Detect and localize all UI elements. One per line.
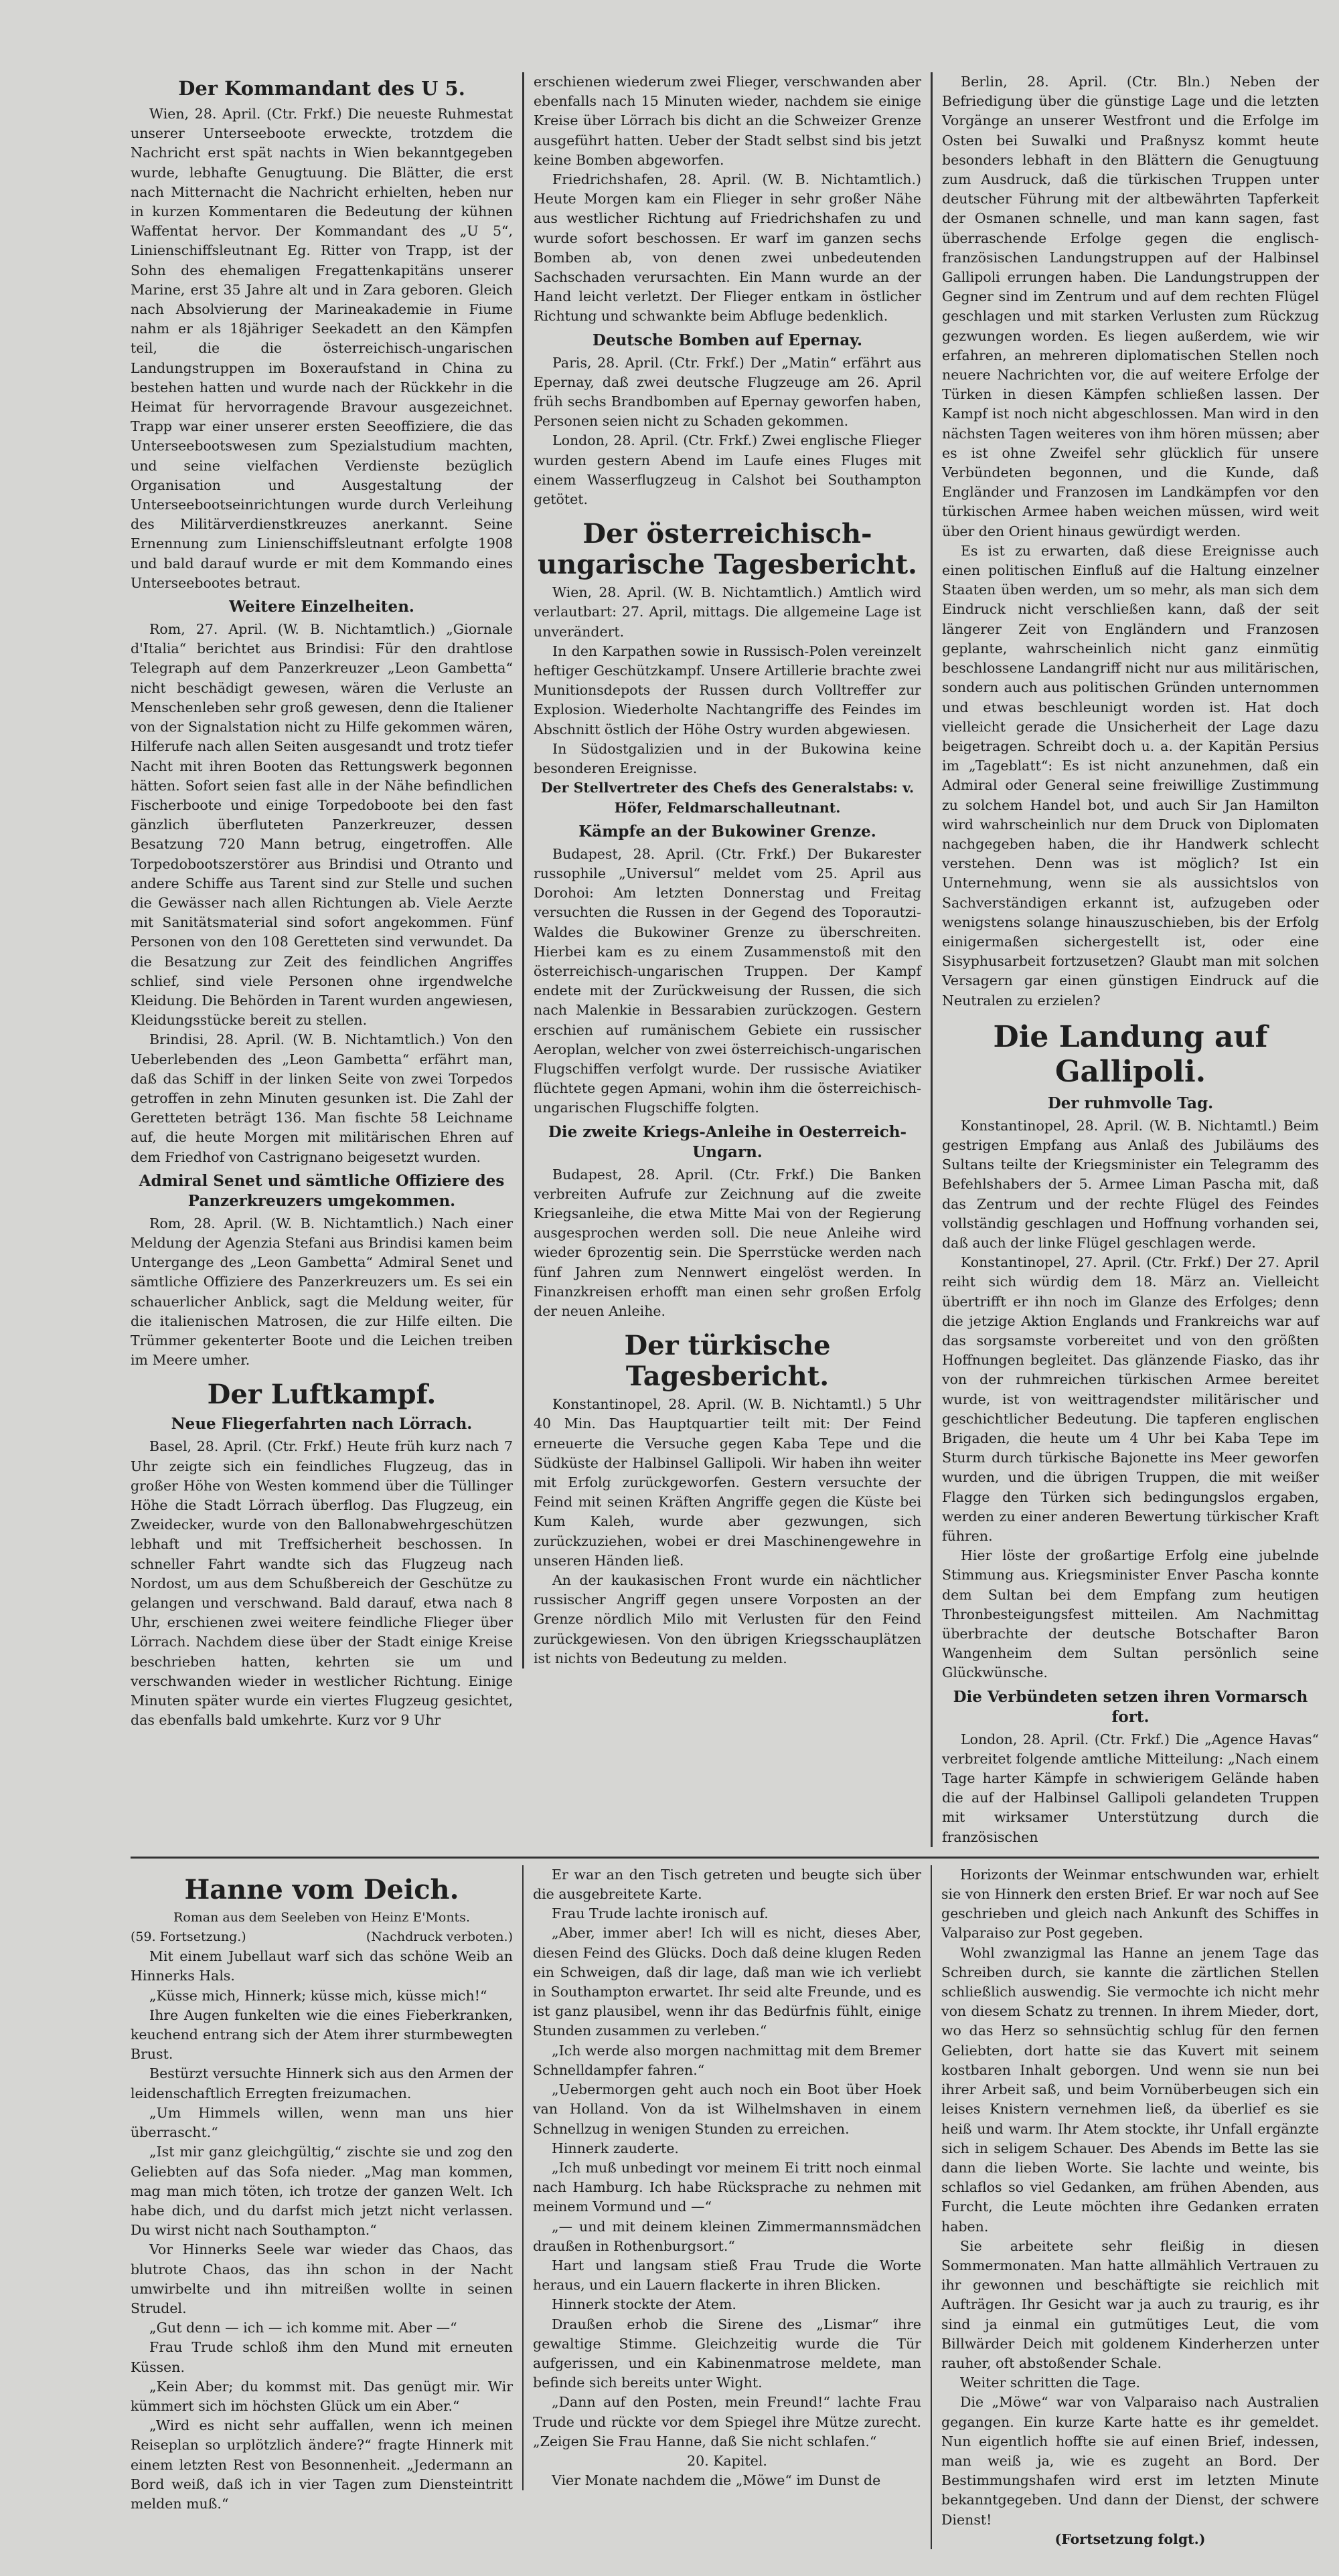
feuilleton-column-2 — [522, 1865, 931, 2491]
serial-note: (59. Fortsetzung.) — [131, 1929, 246, 1945]
main-headline: Die Landung auf Gallipoli. — [993, 1019, 1268, 1089]
top-column-3 — [931, 72, 1319, 1847]
serial-note: (Nachdruck verboten.) — [366, 1929, 513, 1945]
paragraph: London, 28. April. (Ctr. Frkf.) Die „Agence Havas“ verbreitet folgende amtliche Mitteilung: „Nach einem Tage harter Kämpfe in schwierigem Gelände haben die auf der Halbinsel Gallipoli gelandeten Truppen mit wirksamer Unterstützung durch die französischen — [942, 1731, 1319, 1845]
paragraph: „Ist mir ganz gleichgültig,“ zischte sie und zog den Geliebten auf das Sofa nieder. „Mag man kommen, mag man mich töten, ich trotze der ganzen Welt. Ich habe dich, und du darfst mich jetzt nicht verlassen. Du wirst nicht nach Southampton.“ — [131, 2144, 513, 2239]
chapter-heading: 20. Kapitel. — [687, 2452, 767, 2469]
paragraph: Weiter schritten die Tage. — [960, 2375, 1141, 2391]
section-headline: Der Luftkampf. — [207, 1379, 437, 1411]
news-section — [131, 72, 1319, 1847]
paragraph: Berlin, 28. April. (Ctr. Bln.) Neben der Befriedigung über die günstige Lage und die letzten Vorgänge an unserer Westfront und die Erfolge im Osten bei Suwalki und Praßnysz kommt heute besonders lebhaft in den Blättern die Genugtuung zum Ausdruck, daß die türkischen Truppen unter deutscher Führung mit der altbewährten Tapferkeit der Osmanen schnelle, und man kann sagen, fast überraschende Erfolge gegen die englisch-französischen Landungstruppen auf der Halbinsel Gallipoli errungen haben. Die Landungstruppen der Gegner sind im Zentrum und auf dem rechten Flügel geschlagen und mit starken Verlusten zum Rückzug gezwungen worden. Es liegen außerdem, wie wir erfahren, an mehreren diplomatischen Stellen noch neuere Nachrichten vor, die auf weitere Erfolge der Türken in diesen Kämpfen schließen lassen. Der Kampf ist noch nicht abgeschlossen. Man wird in den nächsten Tagen weiteres von ihm hören müssen; aber es ist ohne Zweifel sehr glücklich für unsere Verbündeten begonnen, und die Kunde, daß Engländer und Franzosen im Landkämpfen vor den türkischen Armee haben weichen müssen, wird weit über den Orient hinaus gewürdigt werden. — [942, 74, 1319, 539]
signature-line: Der Stellvertreter des Chefs des Generalstabs: v. Höfer, Feldmarschalleutnant. — [540, 780, 915, 816]
paragraph: Wohl zwanzigmal las Hanne an jenem Tage das Schreiben durch, sie kannte die zärtlichen Stellen schließlich auswendig. Sie vermochte ich nicht mehr von diesem Schatz zu trennen. In ihrem Mieder, dort, wo das Herz so sehnsüchtig schlug für den fernen Geliebten, dort hatte sie das Kuvert mit seinem kostbaren Inhalt geborgen. Und wenn sie nun bei ihrer Arbeit saß, und beim Vornüberbeugen sich ein leises Knistern vernehmen ließ, da überlief es sie heiß und warm. Ihr Atem stockte, ihr Unfall ergänzte sich in seligem Schauer. Des Abends im Bette las sie dann die lieben Worte. Sie lachte und weinte, bis schlaflos so viel Gedanken, am frühen Abenden, aus Furcht, die Leute möchten ihre Gedanken erraten haben. — [941, 1944, 1319, 2235]
paragraph: In den Karpathen sowie in Russisch-Polen vereinzelt heftiger Geschützkampf. Unsere Artillerie brachte zwei Munitionsdepots der Russen durch Volltreffer zur Explosion. Wiederholte Nachtangriffe des Feindes im Abschnitt östlich der Höhe Ostry wurden abgewiesen. — [534, 642, 921, 738]
paragraph: Hinnerk zauderte. — [552, 2140, 679, 2156]
paragraph: Es ist zu erwarten, daß diese Ereignisse auch einen politischen Einfluß auf die Haltung einzelner Staaten üben werden, um so mehr, als man sich dem Eindruck nicht verschließen kann, daß der seit längerer Zeit von Engländern und Franzosen geplante, wahrscheinlich nicht ganz einmütig beschlossene Landangriff nicht nur aus militärischen, sondern auch aus politischen Gründen unternommen und etwas beschleunigt worden ist. Hat doch vielleicht gerade die Unsicherheit der Lage dazu beigetragen. Schreibt doch u. a. der Kapitän Persius im „Tageblatt“: Es ist nicht anzunehmen, daß ein Admiral oder General seine freiwillige Zustimmung zu solchem Handel bot, und auch Sir Jan Hamilton wird wahrscheinlich nur dem Druck von Diplomaten nachgegeben haben, die ihr Handwerk schlecht verstehen. Denn was ist möglich? Ist ein Unternehmung, wenn sie als aussichtslos von Sachverständigen erkannt ist, aufzugeben oder wenigstens solange hinauszuschieben, bis der Erfolg einigermaßen sichergestellt ist, oder eine Sisyphusarbeit fortzusetzen? Glaubt man mit solchen Versagern gar einen günstigen Eindruck auf die Neutralen zu erzielen? — [942, 542, 1319, 1009]
paragraph: In Südostgalizien und in der Bukowina keine besonderen Ereignisse. — [534, 740, 921, 777]
section-headline: Hanne vom Deich. — [184, 1873, 459, 1905]
paragraph: Budapest, 28. April. (Ctr. Frkf.) Der Bukarester russophile „Universul“ meldet vom 25. April aus Dorohoi: Am letzten Donnerstag und Freitag versuchten die Russen in der Gegend des Toporautzi-Waldes die Bukowiner Grenze zu überschreiten. Hierbei kam es zu einem Zusammenstoß mit den österreichisch-ungarischen Truppen. Der Kampf endete mit der Zurückweisung der Russen, die sich nach Malenkie in Bessarabien zurückzogen. Gestern erschien auf rumänischem Gebiete ein russischer Aeroplan, welcher von zwei österreichisch-ungarischen Flugschiffen verfolgt wurde. Der russische Aviatiker flüchtete gegen Apmani, wohin ihm die österreichisch-ungarischen Flugschiffe folgten. — [534, 845, 921, 1116]
paragraph: Mit einem Jubellaut warf sich das schöne Weib an Hinnerks Hals. — [131, 1948, 513, 1984]
paragraph: Wien, 28. April. (Ctr. Frkf.) Die neueste Ruhmestat unserer Unterseeboote erweckte, trotzdem die Nachricht erst spät nachts in Wien bekanntgegeben wurde, lebhafte Genugtuung. Die Blätter, die erst nach Mitternacht die Nachricht erhielten, heben nur in kurzen Kommentaren die Bedeutung der kühnen Waffentat hervor. Der Kommandant des „U 5“, Linienschiffsleutnant Eg. Ritter von Trapp, ist der Sohn des ehemaligen Fregattenkapitäns unserer Marine, erst 35 Jahre alt und in Zara geboren. Gleich nach Absolvierung der Marineakademie in Fiume nahm er als 18jähriger Seekadett an den Kämpfen teil, die die österreichisch-ungarischen Landungstruppen im Boxeraufstand in China zu bestehen hatten und wurde nach der Rückkehr in die Heimat für hervorragende Bravour ausgezeichnet. Trapp war einer unserer ersten Seeoffiziere, die das Unterseebootswesen zum Spezialstudium machten, und seine vielfachen Verdienste bezüglich Organisation und Ausgestaltung der Unterseebootseinrichtungen wurde durch Verleihung des Militärverdienstkreuzes anerkannt. Seine Ernennung zum Linienschiffsleutnant erfolgte 1908 und bald darauf wurde er mit dem Kommando eines Unterseebootes betraut. — [131, 106, 513, 591]
paragraph: Budapest, 28. April. (Ctr. Frkf.) Die Banken verbreiten Aufrufe zur Zeichnung auf die zweite Kriegsanleihe, die etwa Mitte Mai von der Regierung ausgesprochen werden soll. Die neue Anleihe wird wieder 6prozentig sein. Die Sperrstücke werden nach fünf Jahren zum Nennwert eingelöst werden. In Finanzkreisen erhofft man einen sehr großen Erfolg der neuen Anleihe. — [534, 1166, 921, 1319]
paragraph: „— und mit deinem kleinen Zimmermannsmädchen draußen in Rothenburgsort.“ — [533, 2218, 921, 2254]
paragraph: Hart und langsam stieß Frau Trude die Worte heraus, und ein Lauern flackerte in ihren Blicken. — [533, 2257, 921, 2294]
top-column-1 — [131, 72, 522, 1730]
paragraph: An der kaukasischen Front wurde ein nächtlicher russischer Angriff gegen unsere Vorposten an der Grenze nördlich Milo mit Verlusten für den Feind zurückgewiesen. Von den übrigen Kriegsschauplätzen ist nichts von Bedeutung zu melden. — [534, 1572, 921, 1666]
feuilleton-divider — [131, 1857, 1319, 1859]
subheadline: Die Verbündeten setzen ihren Vormarsch fort. — [953, 1687, 1308, 1726]
subheadline: Die zweite Kriegs-Anleihe in Oesterreich-Ungarn. — [548, 1122, 907, 1161]
paragraph: Frau Trude schloß ihm den Mund mit erneuten Küssen. — [131, 2339, 513, 2375]
paragraph: Horizonts der Weinmar entschwunden war, erhielt sie von Hinnerk den ersten Brief. Er war noch auf See geschrieben und gleich nach Ankunft des Schiffes in Valparaiso zur Post gegeben. — [941, 1866, 1319, 1942]
signature-line: (Fortsetzung folgt.) — [1054, 2530, 1206, 2547]
paragraph: Draußen erhob die Sirene des „Lismar“ ihre gewaltige Stimme. Gleichzeitig wurde die Tür aufgerissen, und ein Kabinenmatrose meldete, man befinde sich bereits unter Wight. — [533, 2316, 921, 2391]
paragraph: Vor Hinnerks Seele war wieder das Chaos, das blutrote Chaos, das ihn schon in der Nacht umwirbelte und ihn mitreißen wollte in seinen Strudel. — [131, 2241, 513, 2316]
subheadline: Weitere Einzelheiten. — [229, 598, 414, 616]
paragraph: „Ich muß unbedingt vor meinem Ei tritt noch einmal nach Hamburg. Ich habe Rücksprache zu nehmen mit meinem Vormund und —“ — [533, 2159, 921, 2215]
paragraph: „Küsse mich, Hinnerk; küsse mich, küsse mich!“ — [149, 1987, 487, 2004]
paragraph: Er war an den Tisch getreten und beugte sich über die ausgebreitete Karte. — [533, 1866, 921, 1903]
feuilleton-section — [131, 1865, 1319, 2549]
novel-subtitle: Roman aus dem Seeleben von Heinz E'Monts. — [173, 1909, 470, 1925]
paragraph: „Um Himmels willen, wenn man uns hier überrascht.“ — [131, 2104, 513, 2141]
paragraph: Paris, 28. April. (Ctr. Frkf.) Der „Matin“ erfährt aus Epernay, daß zwei deutsche Flugzeuge am 26. April früh sechs Brandbomben auf Epernay geworfen haben, Personen seien nicht zu Schaden gekommen. — [534, 354, 921, 430]
serial-meta — [131, 1927, 513, 1947]
paragraph: Rom, 27. April. (W. B. Nichtamtlich.) „Giornale d'Italia“ berichtet aus Brindisi: Für den drahtlose Telegraph auf dem Panzerkreuzer „Leon Gambetta“ nicht beschädigt gewesen, wären die Verluste an Menschenleben sehr groß gewesen, denn die Italiener von der Signalstation nicht zu Hilfe gekommen wären, Hilferufe nach allen Seiten ausgesandt und trotz tiefer Nacht mit ihren Booten das Rettungswerk begonnen hätten. Sofort seien fast alle in der Nähe befindlichen Fischerboote und einige Torpedoboote bei den fast gänzlich überfluteten Panzerkreuzer, dessen Besatzung 720 Mann betrug, eingetroffen. Alle Torpedobootszerstörer aus Brindisi und Otranto und andere Schiffe aus Tarent sind zur Stelle und suchen die Gewässer nach allen Richtungen ab. Viele Aerzte mit Sanitätsmaterial sind sofort angekommen. Fünf Personen von den 108 Geretteten sind verwundet. Da die Besatzung zur Zeit des feindlichen Angriffes schlief, sind viele Personen ohne irgendwelche Kleidung. Die Behörden in Tarent wurden angewiesen, Kleidungsstücke bereit zu stellen. — [131, 621, 513, 1029]
paragraph: „Uebermorgen geht auch noch ein Boot über Hoek van Holland. Von da ist Wilhelmshaven in einem Schnellzug in wenigen Stunden zu erreichen. — [533, 2081, 921, 2137]
paragraph: Konstantinopel, 28. April. (W. B. Nichtamtl.) 5 Uhr 40 Min. Das Hauptquartier teilt mit: Der Feind erneuerte die Versuche gegen Kaba Tepe und die Südküste der Halbinsel Gallipoli. Wir haben ihn weiter mit Erfolg zurückgeworfen. Gestern versuchte der Feind mit seinen Kräften Angriffe gegen die Küste bei Kum Kaleh, wurde aber gezwungen, sich zurückzuziehen, wobei er drei Maschinengewehre in unseren Händen ließ. — [534, 1396, 921, 1569]
paragraph: Ihre Augen funkelten wie die eines Fieberkranken, keuchend entrang sich der Atem ihrer sturmbewegten Brust. — [131, 2006, 513, 2063]
top-column-2 — [522, 72, 931, 1668]
paragraph: „Dann auf den Posten, mein Freund!“ lachte Frau Trude und rückte vor dem Spiegel ihre Mütze zurecht. „Zeigen Sie Frau Hanne, daß Sie nicht schlafen.“ — [533, 2394, 921, 2450]
paragraph: Bestürzt versuchte Hinnerk sich aus den Armen der leidenschaftlich Erregten freizumachen. — [131, 2065, 513, 2101]
subheadline: Deutsche Bomben auf Epernay. — [592, 331, 863, 349]
paragraph: Konstantinopel, 27. April. (Ctr. Frkf.) Der 27. April reiht sich würdig dem 18. März an. Vielleicht übertrifft er ihn noch im Glanze des Erfolges; denn die jetzige Aktion Englands und Frankreichs war auf das sorgsamste vorbereitet und von den größten Hoffnungen begleitet. Das glänzende Fiasko, das ihr von der ruhmreichen türkischen Armee bereitet wurde, ist von weittragendster militärischer und geschichtlicher Bedeutung. Die tapferen englischen Brigaden, die heute um 4 Uhr bei Kaba Tepe im Sturm durch türkische Bajonette ins Meer geworfen wurden, und die übrigen Truppen, die mit weißer Flagge den Türken sich bedingungslos ergaben, werden zu einer anderen Bewertung türkischer Kraft führen. — [942, 1254, 1319, 1545]
section-headline: Der österreichisch-ungarische Tagesbericht. — [538, 518, 917, 581]
subheadline: Neue Fliegerfahrten nach Lörrach. — [171, 1415, 473, 1434]
paragraph: Friedrichshafen, 28. April. (W. B. Nichtamtlich.) Heute Morgen kam ein Flieger in sehr großer Nähe aus westlicher Richtung auf Friedrichshafen zu und wurde sofort beschossen. Er warf im ganzen sechs Bomben ab, von denen zwei unbedeutenden Sachschaden verursachten. Ein Mann wurde an der Hand leicht verletzt. Der Flieger entkam in östlicher Richtung und schwankte beim Abfluge bedenklich. — [534, 171, 921, 325]
subheadline: Der ruhmvolle Tag. — [1047, 1094, 1214, 1112]
paragraph: „Aber, immer aber! Ich will es nicht, dieses Aber, diesen Feind des Glücks. Doch daß deine klugen Reden ein Schweigen, daß dir lage, daß man wie ich verliebt in Southampton erwartet. Ihr seid alte Freunde, und es ist ganz plausibel, wenn ihr das Bedürfnis fühlt, einige Stunden zusammen zu verleben.“ — [533, 1925, 921, 2039]
paragraph: „Kein Aber; du kommst mit. Das genügt mir. Wir kümmert sich im höchsten Glück um ein Aber.“ — [131, 2378, 513, 2414]
paragraph: Brindisi, 28. April. (W. B. Nichtamtlich.) Von den Ueberlebenden des „Leon Gambetta“ erfährt man, daß das Schiff in der linken Seite von zwei Torpedos getroffen in zehn Minuten gesunken ist. Die Zahl der Geretteten beträgt 136. Man fischte 58 Leichname auf, die heute Morgen mit militärischen Ehren auf dem Friedhof von Castrignano beigesetzt wurden. — [131, 1031, 513, 1165]
feuilleton-column-1 — [131, 1865, 522, 2514]
paragraph: „Gut denn — ich — ich komme mit. Aber —“ — [149, 2320, 457, 2336]
paragraph: Frau Trude lachte ironisch auf. — [552, 1905, 769, 1922]
paragraph: Konstantinopel, 28. April. (W. B. Nichtamtl.) Beim gestrigen Empfang aus Anlaß des Jubiläums des Sultans teilte der Kriegsminister ein Telegramm des Befehlshabers der 5. Armee Liman Pascha mit, daß das Zentrum und der rechte Flügel des Feindes vollständig geschlagen und Hoffnung vorhanden sei, daß auch der linke Flügel geschlagen werde. — [942, 1117, 1319, 1251]
article-headline: Der Kommandant des U 5. — [178, 77, 465, 100]
subheadline: Kämpfe an der Bukowiner Grenze. — [578, 822, 876, 841]
feuilleton-column-3 — [931, 1865, 1319, 2549]
paragraph: „Ich werde also morgen nachmittag mit dem Bremer Schnelldampfer fahren.“ — [533, 2042, 921, 2078]
paragraph: „Wird es nicht sehr auffallen, wenn ich meinen Reiseplan so urplötzlich ändere?“ fragte Hinnerk mit einem letzten Rest von Besonnenheit. „Jedermann an Bord weiß, daß ich in vier Tagen zum Diensteintritt melden muß.“ — [131, 2417, 513, 2512]
paragraph: Hier löste der großartige Erfolg eine jubelnde Stimmung aus. Kriegsminister Enver Pascha konnte dem Sultan bei dem Empfang zum heutigen Thronbesteigungsfest mitteilen. Am Nachmittag überbrachte der deutsche Botschafter Baron Wangenheim dem Sultan persönlich seine Glückwünsche. — [942, 1547, 1319, 1681]
paragraph: Wien, 28. April. (W. B. Nichtamtlich.) Amtlich wird verlautbart: 27. April, mittags. Die allgemeine Lage ist unverändert. — [534, 584, 921, 640]
paragraph: Die „Möwe“ war von Valparaiso nach Australien gegangen. Ein kurze Karte hatte es ihr gemeldet. Nun eigentlich hoffte sie auf einen Brief, indessen, man weiß ja, wie es zugeht an Bord. Der Bestimmungshafen wird erst im letzten Minute bekanntgegeben. Und dann der Dienst, der schwere Dienst! — [941, 2394, 1319, 2528]
paragraph: erschienen wiederum zwei Flieger, verschwanden aber ebenfalls nach 15 Minuten wieder, nachdem sie einige Kreise über Lörrach bis dicht an die Schweizer Grenze ausgeführt hatten. Ueber der Stadt selbst sind bis jetzt keine Bomben abgeworfen. — [534, 74, 921, 168]
paragraph: Sie arbeitete sehr fleißig in diesen Sommermonaten. Man hatte allmählich Vertrauen zu ihr gewonnen und beschäftigte sie reichlich mit Aufträgen. Ihr Gesicht war ja auch zu traurig, es ihr sind ja einmal ein gutmütiges Leut, die vom Billwärder Deich mit goldenem Kinderherzen unter rauher, oft abstoßender Schale. — [941, 2237, 1319, 2371]
paragraph: Basel, 28. April. (Ctr. Frkf.) Heute früh kurz nach 7 Uhr zeigte sich ein feindliches Flugzeug, das in großer Höhe von Westen kommend über die Tüllinger Höhe die Stadt Lörrach überflog. Das Flugzeug, ein Zweidecker, wurde von den Ballonabwehrgeschützen lebhaft und mit Treffsicherheit beschossen. In schneller Fahrt wandte sich das Flugzeug nach Nordost, um aus dem Schußbereich der Geschütze zu gelangen und verschwand. Bald darauf, etwa nach 8 Uhr, erschienen zwei weitere feindliche Flieger über Lörrach. Nachdem diese über der Stadt einige Kreise beschrieben hatten, kehrten sie um und verschwanden wieder in westlicher Richtung. Einige Minuten später wurde ein viertes Flugzeug gesichtet, das ebenfalls bald umkehrte. Kurz vor 9 Uhr — [131, 1438, 513, 1729]
paragraph: Rom, 28. April. (W. B. Nichtamtlich.) Nach einer Meldung der Agenzia Stefani aus Brindisi kamen beim Untergange des „Leon Gambetta“ Admiral Senet und sämtliche Offiziere des Panzerkreuzers um. Es sei ein schauerlicher Anblick, sagt die Meldung weiter, für die italienischen Matrosen, die zur Hilfe eilten. Die Trümmer gekenterter Boote und die Leichen treiben im Meere umher. — [131, 1215, 513, 1369]
section-headline: Der türkische Tagesbericht. — [624, 1330, 831, 1393]
paragraph: Hinnerk stockte der Atem. — [552, 2296, 736, 2313]
subheadline: Admiral Senet und sämtliche Offiziere des Panzerkreuzers umgekommen. — [139, 1171, 505, 1210]
paragraph: London, 28. April. (Ctr. Frkf.) Zwei englische Flieger wurden gestern Abend im Laufe eines Fluges mit einem Wasserflugzeug in Calshot bei Southampton getötet. — [534, 432, 921, 508]
paragraph: Vier Monate nachdem die „Möwe“ im Dunst de — [552, 2472, 881, 2489]
